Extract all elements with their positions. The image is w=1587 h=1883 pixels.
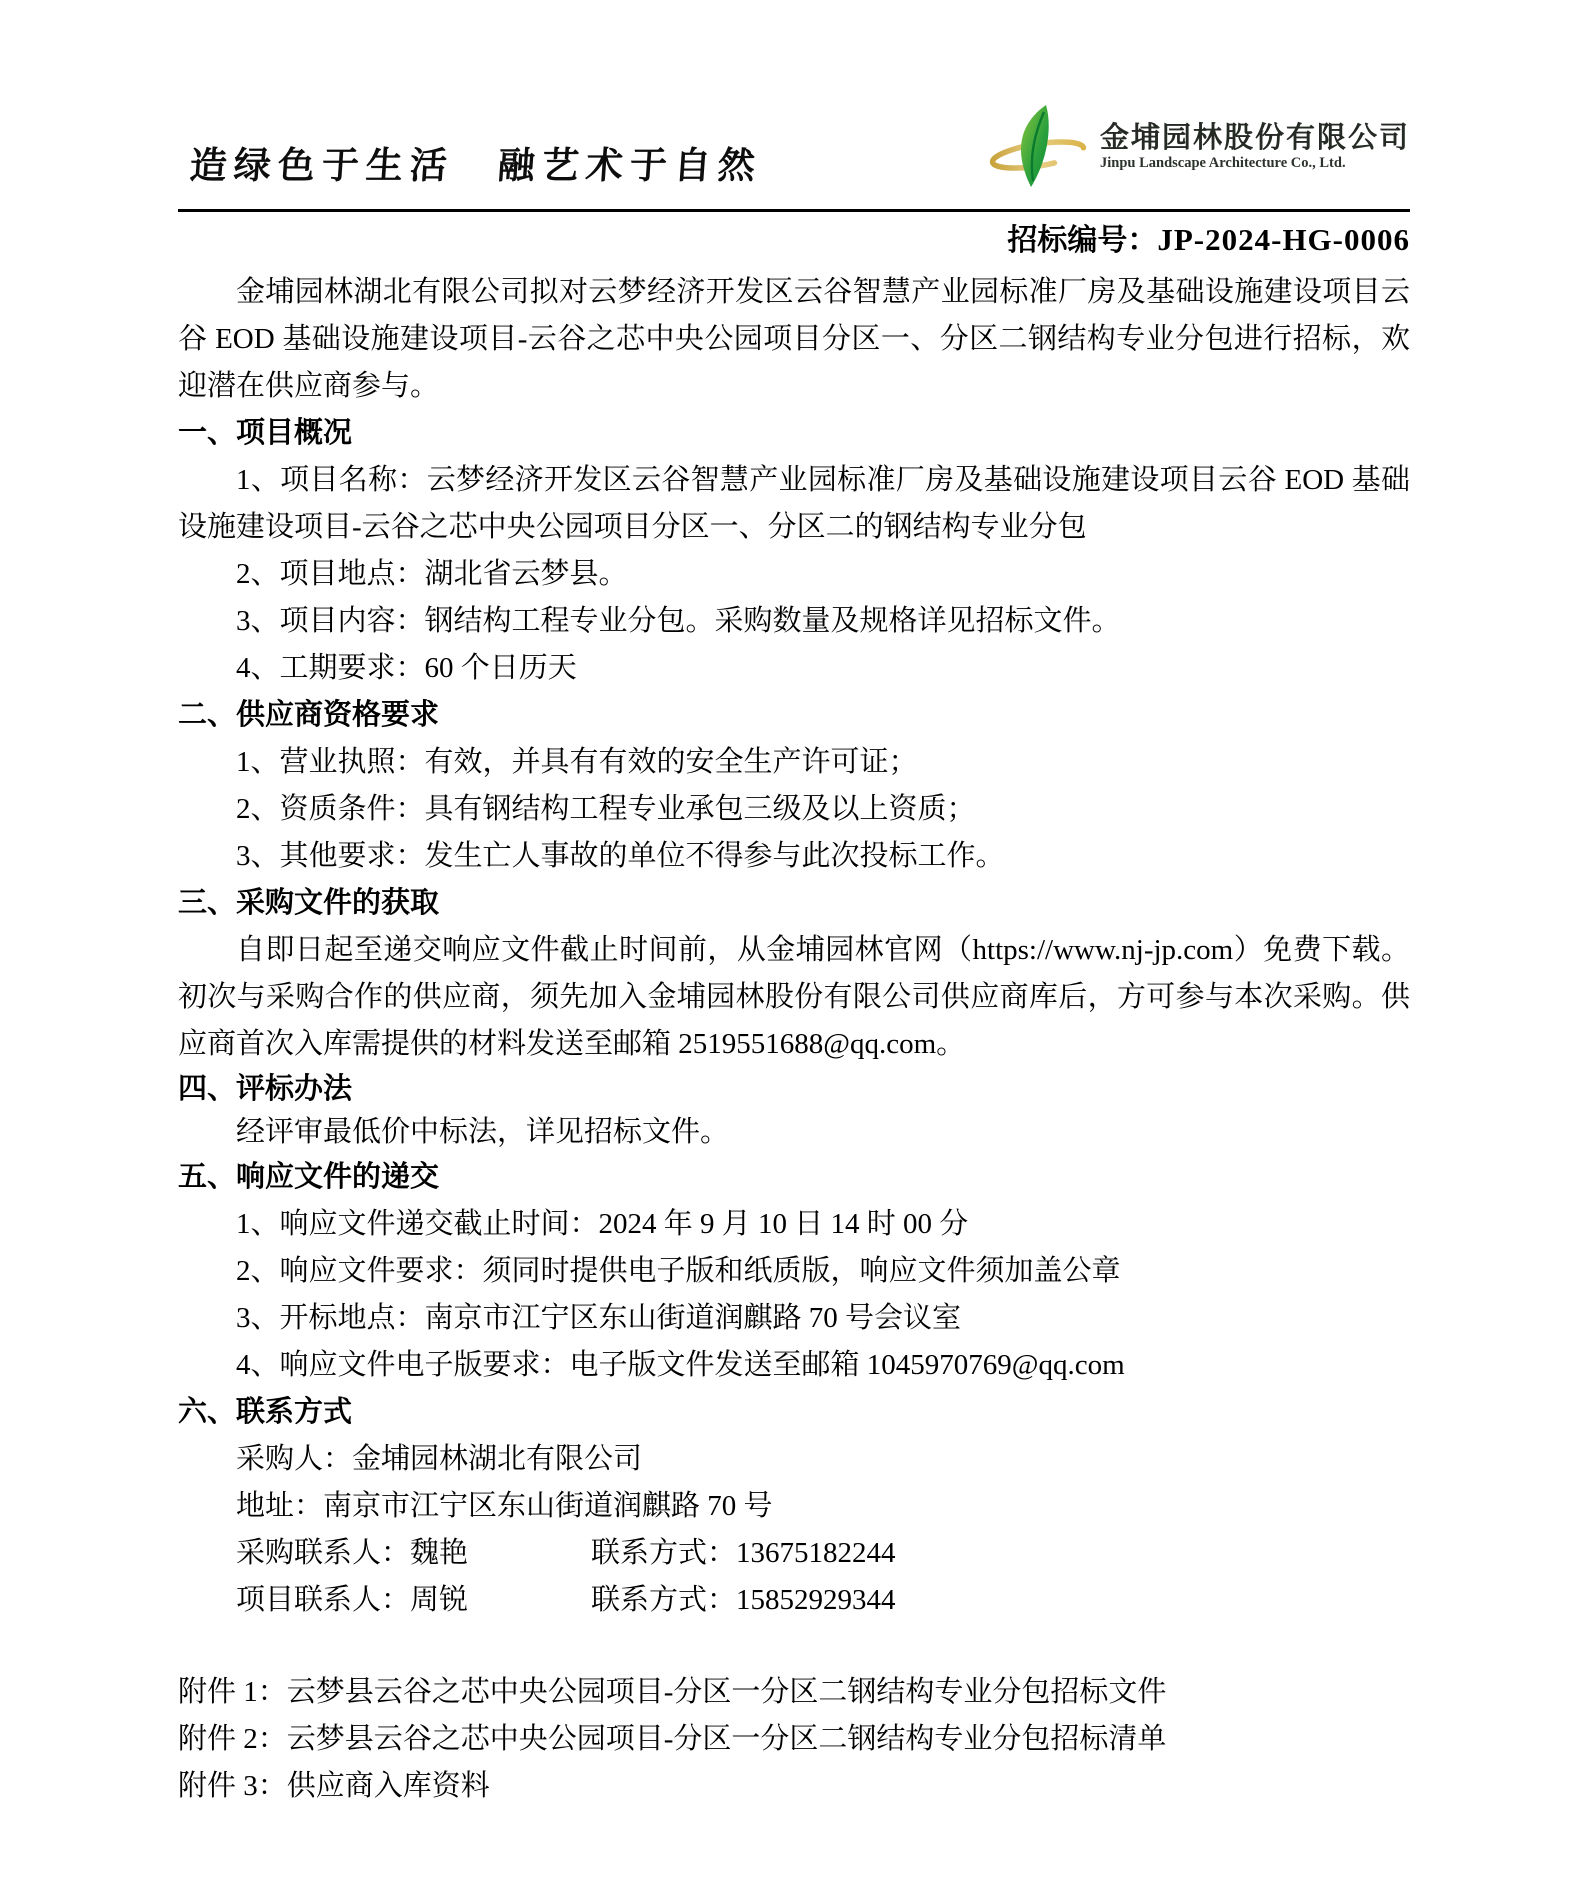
section-1-item: 3、项目内容：钢结构工程专业分包。采购数量及规格详见招标文件。 bbox=[236, 605, 1121, 637]
section-1-item: 2、项目地点：湖北省云梦县。 bbox=[236, 558, 628, 590]
logo-text bbox=[1100, 123, 1410, 172]
tender-number-line bbox=[178, 217, 1410, 269]
attachment-item: 附件 2：云梦县云谷之芯中央公园项目-分区一分区二钢结构专业分包招标清单 bbox=[178, 1723, 1167, 1755]
contact-row bbox=[178, 1577, 1410, 1624]
contact-phone: 联系方式：15852929344 bbox=[591, 1584, 896, 1616]
section-5-item: 4、响应文件电子版要求：电子版文件发送至邮箱 1045970769@qq.com bbox=[236, 1349, 1125, 1381]
attachments-list bbox=[178, 1669, 1410, 1810]
section-1-item: 1、项目名称：云梦经济开发区云谷智慧产业园标准厂房及基础设施建设项目云谷 EOD 基础设施建设项目-云谷之芯中央公园项目分区一、分区二的钢结构专业分包 bbox=[178, 464, 1410, 543]
section-1-heading: 一、项目概况 bbox=[178, 417, 353, 449]
tender-number-value: JP-2024-HG-0006 bbox=[1157, 222, 1410, 257]
company-logo bbox=[986, 103, 1410, 193]
section-5-item: 1、响应文件递交截止时间：2024 年 9 月 10 日 14 时 00 分 bbox=[236, 1208, 969, 1240]
company-name-cn: 金埔园林股份有限公司 bbox=[1099, 121, 1410, 154]
section-5-item: 3、开标地点：南京市江宁区东山街道润麒路 70 号会议室 bbox=[236, 1302, 962, 1334]
section-2-item: 3、其他要求：发生亡人事故的单位不得参与此次投标工作。 bbox=[236, 840, 1005, 872]
contact-person: 项目联系人：周锐 bbox=[236, 1584, 469, 1616]
leaf-logo-icon bbox=[986, 103, 1090, 191]
section-5-item: 2、响应文件要求：须同时提供电子版和纸质版，响应文件须加盖公章 bbox=[236, 1255, 1121, 1287]
section-5-heading: 五、响应文件的递交 bbox=[178, 1161, 440, 1193]
purchaser-line: 采购人：金埔园林湖北有限公司 bbox=[236, 1443, 643, 1475]
company-slogan: 造绿色于生活 融艺术于自然 bbox=[188, 145, 764, 186]
section-2-item: 2、资质条件：具有钢结构工程专业承包三级及以上资质； bbox=[236, 793, 976, 825]
attachment-item: 附件 1：云梦县云谷之芯中央公园项目-分区一分区二钢结构专业分包招标文件 bbox=[178, 1676, 1167, 1708]
contact-person: 采购联系人：魏艳 bbox=[236, 1537, 469, 1569]
tender-number-label: 招标编号： bbox=[1007, 224, 1158, 257]
contact-phone: 联系方式：13675182244 bbox=[591, 1537, 896, 1569]
document-body bbox=[178, 269, 1410, 1810]
section-6-heading: 六、联系方式 bbox=[178, 1396, 353, 1428]
intro-paragraph: 金埔园林湖北有限公司拟对云梦经济开发区云谷智慧产业园标准厂房及基础设施建设项目云谷 EOD 基础设施建设项目-云谷之芯中央公园项目分区一、分区二钢结构专业分包进行招标，欢迎潜在供应商参与。 bbox=[178, 276, 1410, 402]
attachment-item: 附件 3：供应商入库资料 bbox=[178, 1770, 490, 1802]
section-2-item: 1、营业执照：有效，并具有有效的安全生产许可证； bbox=[236, 746, 918, 778]
section-3-heading: 三、采购文件的获取 bbox=[178, 887, 440, 919]
section-2-heading: 二、供应商资格要求 bbox=[178, 699, 440, 731]
section-4-heading: 四、评标办法 bbox=[178, 1073, 353, 1105]
company-name-en: Jinpu Landscape Architecture Co., Ltd. bbox=[1099, 155, 1346, 172]
page-header bbox=[178, 0, 1410, 212]
section-4-paragraph: 经评审最低价中标法，详见招标文件。 bbox=[236, 1116, 730, 1148]
contact-row bbox=[178, 1530, 1410, 1577]
address-line: 地址：南京市江宁区东山街道润麒路 70 号 bbox=[236, 1490, 773, 1522]
section-3-paragraph: 自即日起至递交响应文件截止时间前，从金埔园林官网（https://www.nj-jp.com）免费下载。初次与采购合作的供应商，须先加入金埔园林股份有限公司供应商库后，方可参与本次采购。供应商首次入库需提供的材料发送至邮箱 2519551688@qq.com。 bbox=[178, 934, 1410, 1060]
section-1-item: 4、工期要求：60 个日历天 bbox=[236, 652, 577, 684]
